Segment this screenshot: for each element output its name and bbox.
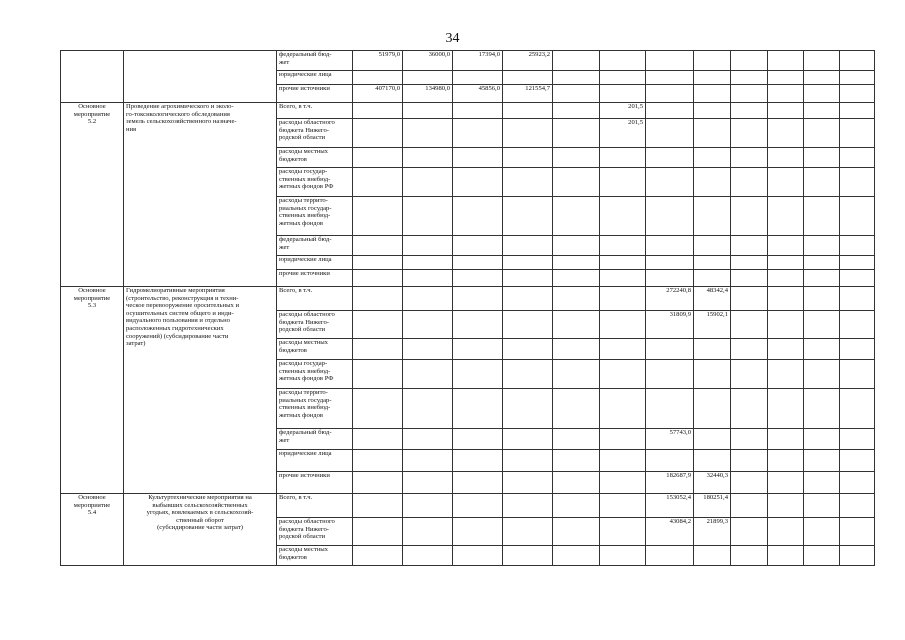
value-cell: 25923,2	[503, 51, 553, 71]
value-cell: 21899,3	[694, 518, 731, 546]
source-mestnye: расходы местных бюджетов	[277, 546, 353, 566]
table-row	[61, 103, 875, 119]
activity-title: Гидромелиоративные мероприятия (строительство, реконструкция и техни- ческое перевооружение оросительных и осушительных систем общего и инди- видуального пользования и отдельно расположенных гидротехнических сооружений) (субсидирование части затрат)	[124, 287, 277, 494]
value-cell: 272240,8	[646, 287, 694, 311]
activity-title: Проведение агрохимического и эколо- го-токсикологического обследования земель сельскохозяйственного назначе- ния	[124, 103, 277, 287]
value-cell: 201,5	[600, 119, 646, 148]
source-oblast: расходы областного бюджета Нижего- родской области	[277, 311, 353, 339]
source-oblast: расходы областного бюджета Нижего- родской области	[277, 518, 353, 546]
source-yur: юридические лица	[277, 450, 353, 472]
table-row	[61, 51, 875, 71]
source-yur: юридические лица	[277, 256, 353, 270]
value-cell: 201,5	[600, 103, 646, 119]
source-mestnye: расходы местных бюджетов	[277, 148, 353, 168]
activity-id: Основное мероприятие 5.3	[61, 287, 124, 494]
value-cell: 17394,0	[453, 51, 503, 71]
value-cell: 180251,4	[694, 494, 731, 518]
value-cell: 15902,1	[694, 311, 731, 339]
value-cell: 31809,9	[646, 311, 694, 339]
source-federal: федеральный бюд- жет	[277, 236, 353, 256]
value-cell: 57743,0	[646, 429, 694, 450]
page-number: 34	[445, 31, 460, 46]
activity-id: Основное мероприятие 5.4	[61, 494, 124, 566]
source-prochie: прочие источники	[277, 85, 353, 103]
value-cell: 45856,0	[453, 85, 503, 103]
source-mestnye: расходы местных бюджетов	[277, 339, 353, 360]
value-cell: 51979,0	[353, 51, 403, 71]
value-cell: 134980,0	[403, 85, 453, 103]
source-terr-fondy: расходы террито- риальных государ- ственных внебюд- жетных фондов	[277, 197, 353, 236]
value-cell: 407170,0	[353, 85, 403, 103]
source-vsego: Всего, в т.ч.	[277, 103, 353, 119]
activity-title: Культуртехнические мероприятия на выбывших сельскохозяйственных угодьях, вовлекаемых в сельскохозяй- ственный оборот (субсидирование части затрат)	[124, 494, 277, 566]
source-terr-fondy: расходы террито- риальных государ- ственных внебюд- жетных фондов	[277, 389, 353, 429]
table-row	[61, 287, 875, 311]
value-cell: 182687,9	[646, 472, 694, 494]
activity-title-cell	[124, 51, 277, 103]
source-oblast: расходы областного бюджета Нижего- родской области	[277, 119, 353, 148]
source-gos-fondy: расходы государ- ственных внебюд- жетных фондов РФ	[277, 360, 353, 389]
budget-table	[60, 50, 875, 566]
source-gos-fondy: расходы государ- ственных внебюд- жетных фондов РФ	[277, 168, 353, 197]
source-vsego: Всего, в т.ч.	[277, 287, 353, 311]
source-federal: федеральный бюд- жет	[277, 429, 353, 450]
source-prochie: прочие источники	[277, 270, 353, 287]
value-cell: 43084,2	[646, 518, 694, 546]
value-cell: 36000,0	[403, 51, 453, 71]
value-cell: 48342,4	[694, 287, 731, 311]
source-prochie: прочие источники	[277, 472, 353, 494]
source-federal: федеральный бюд- жет	[277, 51, 353, 71]
value-cell: 153052,4	[646, 494, 694, 518]
value-cell: 121554,7	[503, 85, 553, 103]
value-cell: 32440,3	[694, 472, 731, 494]
activity-id-cell	[61, 51, 124, 103]
activity-id: Основное мероприятие 5.2	[61, 103, 124, 287]
table-row	[61, 494, 875, 518]
source-vsego: Всего, в т.ч.	[277, 494, 353, 518]
source-yur: юридические лица	[277, 71, 353, 85]
